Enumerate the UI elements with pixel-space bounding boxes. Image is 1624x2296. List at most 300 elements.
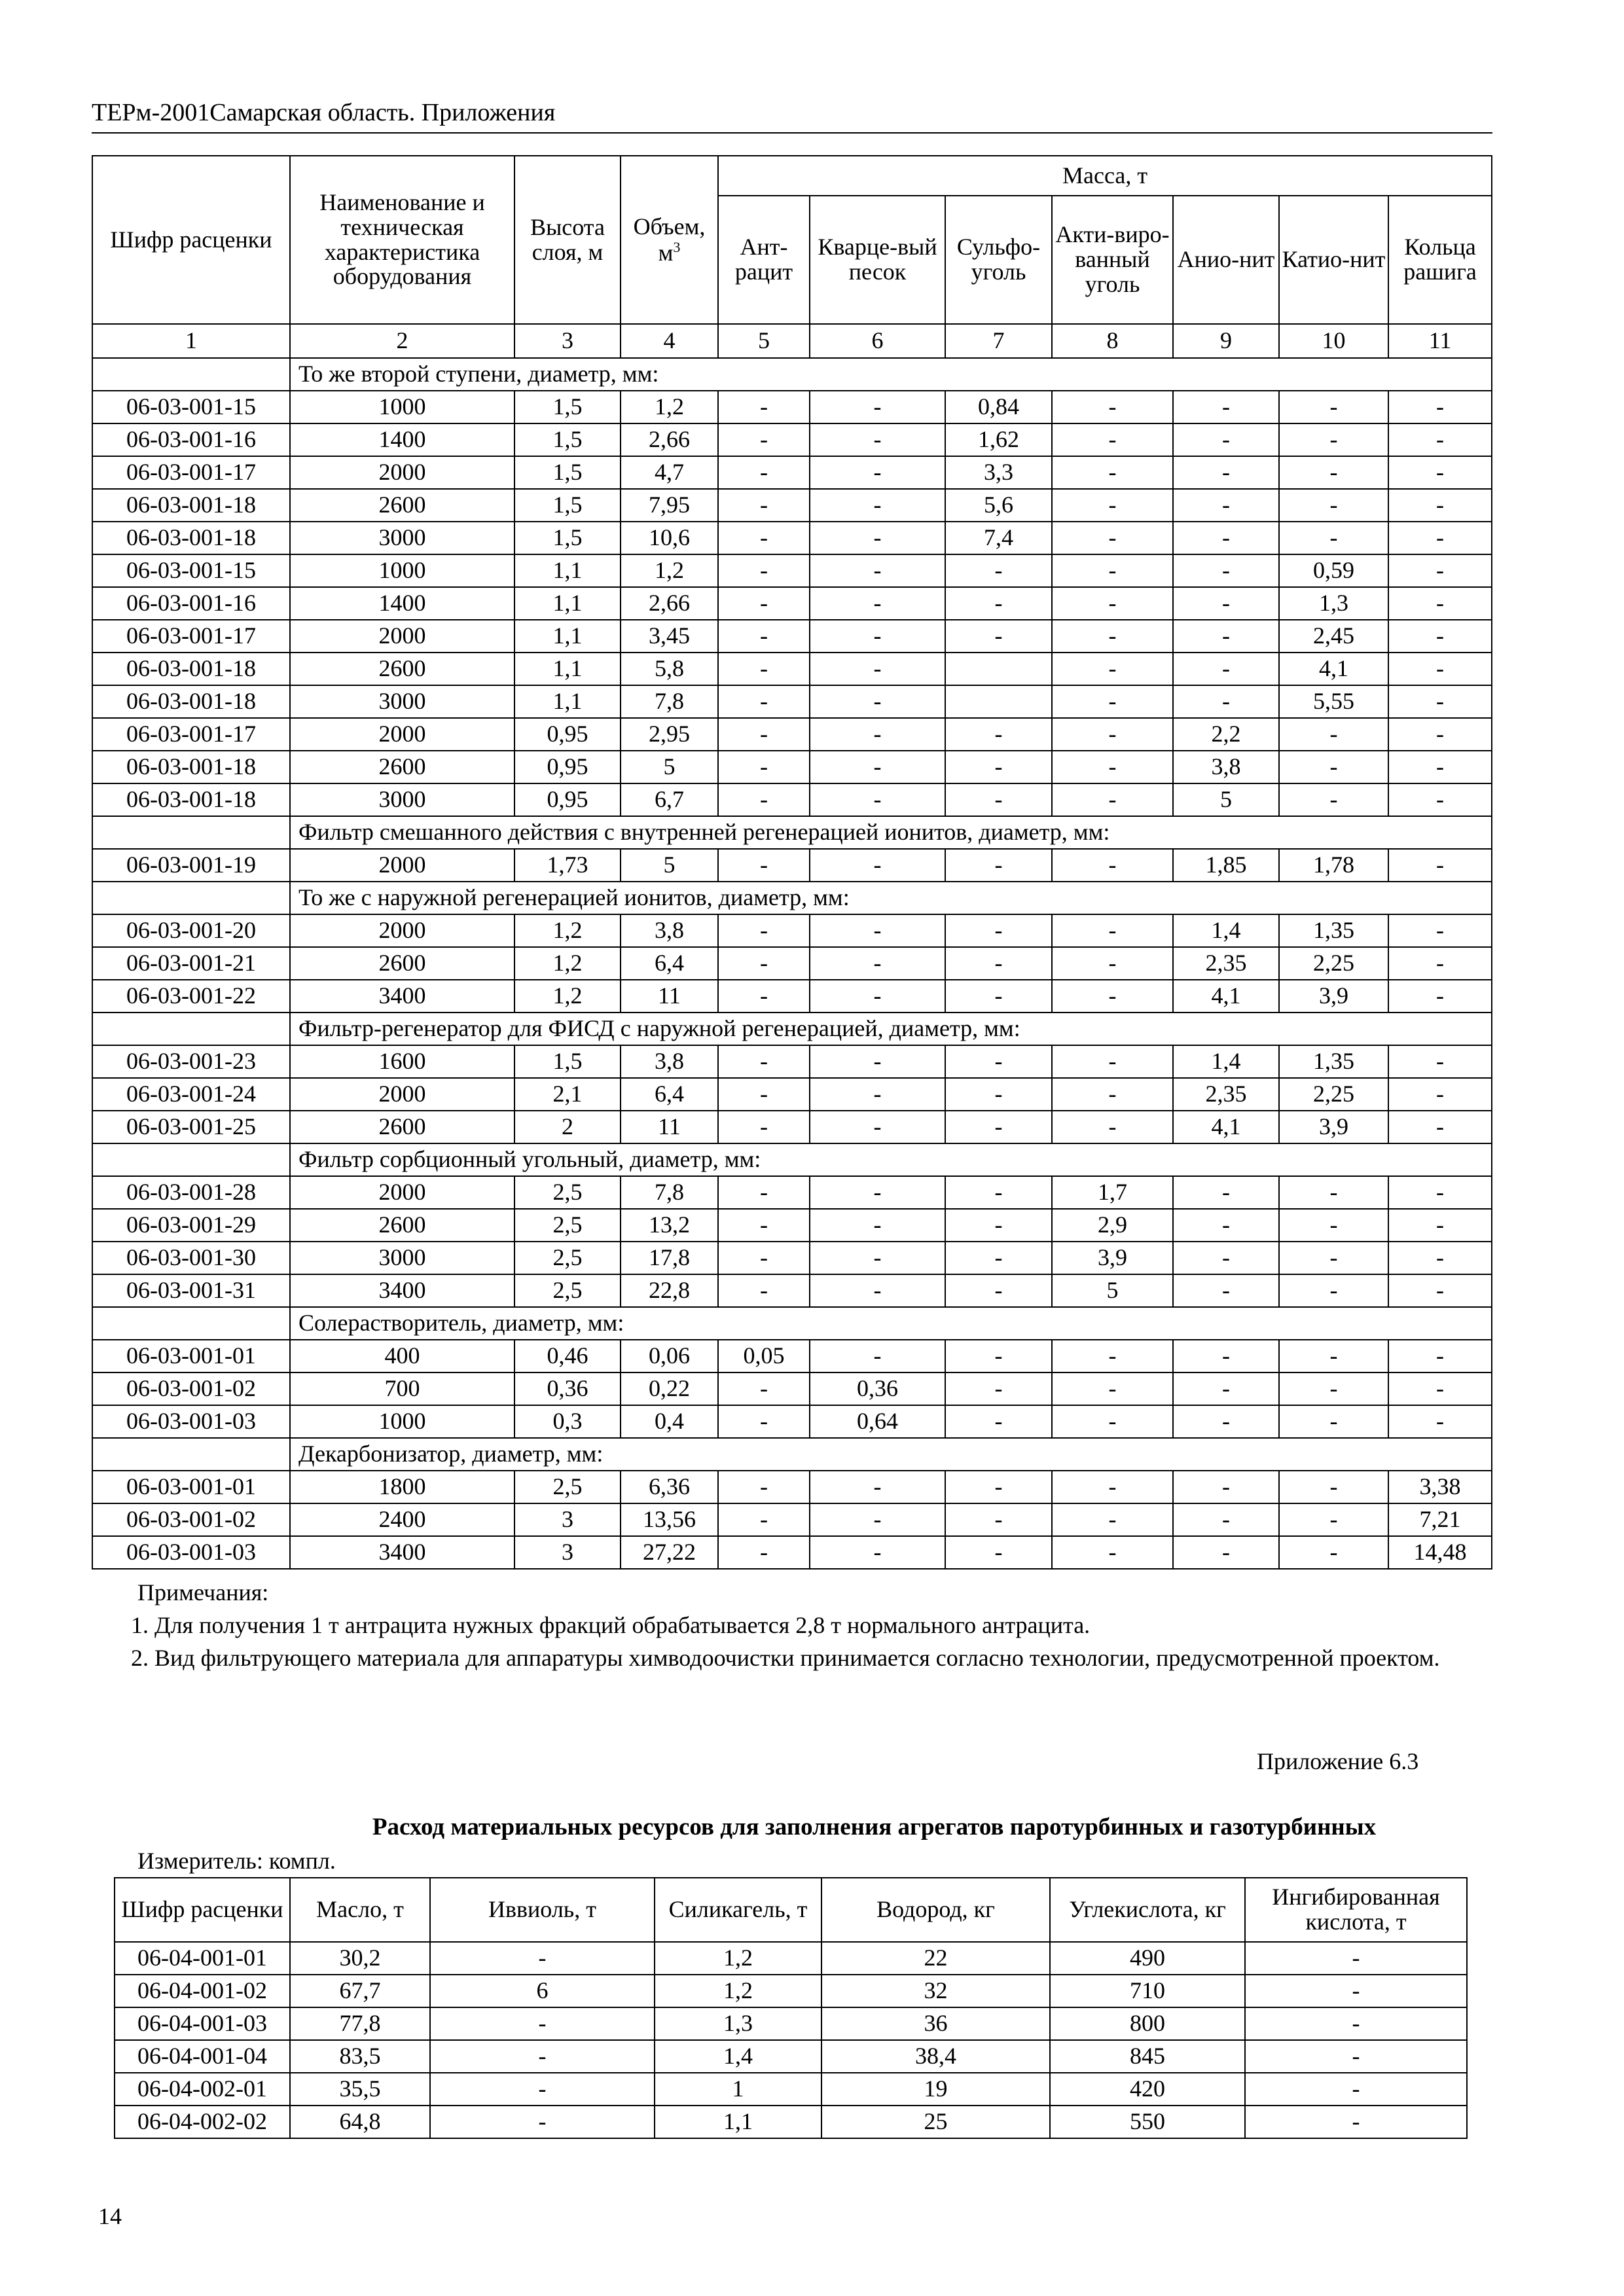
table-cell: -: [1173, 1340, 1279, 1372]
table-cell: -: [945, 980, 1052, 1013]
table-cell: -: [1173, 391, 1279, 423]
table-cell: 1,2: [655, 1942, 821, 1975]
section-row: [92, 1438, 1492, 1471]
table-row: [92, 751, 1492, 783]
table-cell: 7,4: [945, 522, 1052, 554]
table-cell: -: [945, 620, 1052, 653]
column-number: 2: [290, 324, 514, 358]
table-cell: -: [1173, 522, 1279, 554]
filter-materials-table: [92, 155, 1492, 1570]
table-cell: 1,4: [1173, 914, 1279, 947]
note-2: 2. Вид фильтрующего материала для аппаратуры химводоочистки принимается согласно технологии, предусмотренной проектом.: [131, 1645, 1440, 1671]
table-cell: -: [810, 849, 945, 882]
table-cell: -: [1279, 1340, 1388, 1372]
table-cell: -: [1279, 522, 1388, 554]
table-cell: 0,84: [945, 391, 1052, 423]
table-cell: -: [1173, 1405, 1279, 1438]
section-title: Фильтр-регенератор для ФИСД с наружной регенерацией, диаметр, мм:: [290, 1013, 1492, 1045]
table-cell: 2,95: [621, 718, 718, 751]
table-cell: 06-03-001-18: [92, 783, 290, 816]
table-cell: -: [1245, 2073, 1467, 2106]
table-cell: 83,5: [290, 2040, 430, 2073]
table-cell: -: [1388, 1209, 1492, 1242]
table-cell: -: [430, 1942, 655, 1975]
table-cell: 5: [621, 751, 718, 783]
table-cell: -: [1388, 1045, 1492, 1078]
table-cell: 67,7: [290, 1975, 430, 2007]
table-cell: -: [718, 783, 810, 816]
table-cell: -: [718, 587, 810, 620]
table-cell: 1,5: [514, 522, 621, 554]
table-cell: -: [1052, 849, 1173, 882]
table-cell: 06-03-001-30: [92, 1242, 290, 1274]
table-row: [92, 685, 1492, 718]
column-number: 8: [1052, 324, 1173, 358]
table-cell: -: [945, 947, 1052, 980]
table-cell: -: [1052, 456, 1173, 489]
table-cell: -: [718, 1405, 810, 1438]
table-cell: 06-03-001-18: [92, 685, 290, 718]
section-row: [92, 882, 1492, 914]
table-cell: -: [945, 1111, 1052, 1143]
table-cell: 13,2: [621, 1209, 718, 1242]
table-cell: -: [718, 1471, 810, 1503]
section-title: Декарбонизатор, диаметр, мм:: [290, 1438, 1492, 1471]
section-row: [92, 1013, 1492, 1045]
table-cell: 06-03-001-23: [92, 1045, 290, 1078]
table-cell: 2,25: [1279, 1078, 1388, 1111]
table-cell: -: [1388, 423, 1492, 456]
header-mass-col: Катио-нит: [1279, 196, 1388, 324]
header-rule: [92, 132, 1492, 134]
column-number: 3: [514, 324, 621, 358]
header-mass: Масса, т: [718, 156, 1492, 196]
table-cell: 1,7: [1052, 1176, 1173, 1209]
table-cell: -: [1052, 685, 1173, 718]
header-height: Высота слоя, м: [514, 156, 621, 324]
table-cell: 06-03-001-16: [92, 587, 290, 620]
table-cell: -: [718, 947, 810, 980]
table-cell: 06-04-002-02: [115, 2106, 290, 2138]
table-cell: -: [810, 1242, 945, 1274]
column-number: 10: [1279, 324, 1388, 358]
table-cell: 1,62: [945, 423, 1052, 456]
table-cell: 7,95: [621, 489, 718, 522]
table-cell: 06-03-001-18: [92, 522, 290, 554]
table-cell: -: [718, 685, 810, 718]
column-number: 5: [718, 324, 810, 358]
table-cell: -: [430, 2007, 655, 2040]
table-cell: 2,35: [1173, 1078, 1279, 1111]
table-cell: -: [1388, 1372, 1492, 1405]
table-row: [92, 489, 1492, 522]
table-cell: -: [1052, 751, 1173, 783]
table-cell: 2000: [290, 1176, 514, 1209]
table-cell: 0,46: [514, 1340, 621, 1372]
table-cell: -: [1388, 1340, 1492, 1372]
section-row: [92, 358, 1492, 391]
table-cell: 06-03-001-21: [92, 947, 290, 980]
table-cell: 06-03-001-18: [92, 489, 290, 522]
table-cell: 11: [621, 980, 718, 1013]
table-cell: 06-03-001-16: [92, 423, 290, 456]
table-cell: [945, 653, 1052, 685]
table-cell: 710: [1050, 1975, 1245, 2007]
table-cell: 1,73: [514, 849, 621, 882]
table-cell: 3: [514, 1503, 621, 1536]
table-cell: -: [810, 1471, 945, 1503]
table-cell: 3,45: [621, 620, 718, 653]
notes-title: Примечания:: [137, 1579, 269, 1605]
table-cell: -: [945, 783, 1052, 816]
table-cell: -: [1279, 1372, 1388, 1405]
table-cell: -: [810, 1111, 945, 1143]
column-number: 1: [92, 324, 290, 358]
header-mass-col: Сульфо-уголь: [945, 196, 1052, 324]
table-cell: 06-03-001-31: [92, 1274, 290, 1307]
table-cell: -: [1052, 783, 1173, 816]
table-row: [92, 1405, 1492, 1438]
table-cell: -: [718, 1209, 810, 1242]
table-cell: 0,36: [514, 1372, 621, 1405]
table-cell: 2,5: [514, 1471, 621, 1503]
table-cell: 2600: [290, 489, 514, 522]
table-cell: 3000: [290, 783, 514, 816]
table-cell: -: [1279, 423, 1388, 456]
table-cell: -: [718, 1045, 810, 1078]
table-cell: -: [718, 1274, 810, 1307]
table-cell: [945, 685, 1052, 718]
table-cell: 06-03-001-25: [92, 1111, 290, 1143]
table-cell: -: [1388, 653, 1492, 685]
table-cell: 06-04-001-03: [115, 2007, 290, 2040]
table-cell: -: [718, 522, 810, 554]
table-cell: 1,3: [1279, 587, 1388, 620]
table-cell: 1,5: [514, 391, 621, 423]
table-cell: 06-03-001-15: [92, 554, 290, 587]
table-cell: -: [1388, 1242, 1492, 1274]
table-cell: -: [1173, 554, 1279, 587]
table-cell: 22: [821, 1942, 1050, 1975]
table-cell: 2: [514, 1111, 621, 1143]
table-cell: 2,25: [1279, 947, 1388, 980]
table-cell: -: [810, 554, 945, 587]
table-row: [92, 1176, 1492, 1209]
table-cell: -: [718, 1372, 810, 1405]
table2-measure: Измеритель: компл.: [137, 1848, 336, 1874]
table-cell: -: [1388, 980, 1492, 1013]
table-cell: -: [1279, 1242, 1388, 1274]
header-mass-col: Кварце-вый песок: [810, 196, 945, 324]
table-row: [92, 1045, 1492, 1078]
table-cell: -: [718, 456, 810, 489]
table-cell: 06-03-001-03: [92, 1536, 290, 1569]
table-cell: 06-03-001-29: [92, 1209, 290, 1242]
table-cell: 1,4: [655, 2040, 821, 2073]
table-cell: 5: [1173, 783, 1279, 816]
table-cell: 2000: [290, 849, 514, 882]
table-row: [92, 423, 1492, 456]
table-cell: -: [1388, 522, 1492, 554]
table-cell: -: [1052, 522, 1173, 554]
table-cell: -: [1052, 914, 1173, 947]
table-cell: 06-03-001-20: [92, 914, 290, 947]
section-title: Солерастворитель, диаметр, мм:: [290, 1307, 1492, 1340]
table-cell: 7,8: [621, 1176, 718, 1209]
table-row: [92, 1340, 1492, 1372]
table-cell: -: [1173, 1176, 1279, 1209]
table-cell: -: [718, 914, 810, 947]
table-cell: -: [1388, 751, 1492, 783]
table-cell: -: [1052, 1372, 1173, 1405]
table-cell: 2,66: [621, 587, 718, 620]
table-cell: 1,2: [514, 947, 621, 980]
table-cell: -: [1052, 1340, 1173, 1372]
table-cell: -: [1173, 653, 1279, 685]
table-cell: -: [718, 1111, 810, 1143]
empty-cell: [92, 1438, 290, 1471]
column-number: 6: [810, 324, 945, 358]
table-cell: -: [1052, 1111, 1173, 1143]
header-cell: Силикагель, т: [655, 1878, 821, 1942]
table-cell: -: [718, 1078, 810, 1111]
table-row: [92, 1503, 1492, 1536]
table-row: [92, 1471, 1492, 1503]
table-cell: -: [1388, 849, 1492, 882]
table-cell: 22,8: [621, 1274, 718, 1307]
table-cell: 06-03-001-15: [92, 391, 290, 423]
table-cell: -: [1388, 947, 1492, 980]
table-cell: 06-03-001-17: [92, 620, 290, 653]
table-cell: 14,48: [1388, 1536, 1492, 1569]
table-cell: -: [1388, 620, 1492, 653]
table-cell: -: [1279, 1405, 1388, 1438]
table-cell: 5,8: [621, 653, 718, 685]
table-cell: 2,66: [621, 423, 718, 456]
table-cell: 06-03-001-17: [92, 456, 290, 489]
table-cell: -: [1388, 554, 1492, 587]
table-row: [115, 2040, 1467, 2073]
table-cell: -: [1173, 1536, 1279, 1569]
table-cell: 2000: [290, 718, 514, 751]
table-cell: -: [718, 718, 810, 751]
table-cell: -: [810, 1536, 945, 1569]
header-cell: Масло, т: [290, 1878, 430, 1942]
table-row: [92, 947, 1492, 980]
column-number: 7: [945, 324, 1052, 358]
table-cell: 1000: [290, 391, 514, 423]
section-title: То же с наружной регенерацией ионитов, диаметр, мм:: [290, 882, 1492, 914]
table-cell: -: [1279, 1503, 1388, 1536]
section-row: [92, 816, 1492, 849]
table-cell: -: [1388, 1111, 1492, 1143]
empty-cell: [92, 1143, 290, 1176]
table-cell: 1,85: [1173, 849, 1279, 882]
turbine-materials-table: [114, 1877, 1468, 2139]
table-cell: 845: [1050, 2040, 1245, 2073]
table-cell: -: [945, 751, 1052, 783]
empty-cell: [92, 816, 290, 849]
table-cell: -: [1173, 1503, 1279, 1536]
table-cell: 5,55: [1279, 685, 1388, 718]
table-cell: 2600: [290, 1209, 514, 1242]
table-cell: 3: [514, 1536, 621, 1569]
table-cell: -: [945, 1340, 1052, 1372]
table-cell: 1,5: [514, 423, 621, 456]
table-cell: -: [1052, 1405, 1173, 1438]
table-cell: -: [718, 391, 810, 423]
table-cell: 06-03-001-24: [92, 1078, 290, 1111]
table-cell: 2600: [290, 653, 514, 685]
table-cell: 3,38: [1388, 1471, 1492, 1503]
table-cell: -: [1388, 456, 1492, 489]
table-cell: 4,1: [1173, 1111, 1279, 1143]
table-cell: 7,21: [1388, 1503, 1492, 1536]
table-cell: 700: [290, 1372, 514, 1405]
table-cell: -: [1388, 1078, 1492, 1111]
table-cell: 1,3: [655, 2007, 821, 2040]
table-cell: -: [810, 522, 945, 554]
table-cell: 06-03-001-01: [92, 1471, 290, 1503]
table-row: [92, 456, 1492, 489]
table-cell: -: [718, 554, 810, 587]
table-cell: 1,35: [1279, 1045, 1388, 1078]
table-cell: 11: [621, 1111, 718, 1143]
table-cell: -: [810, 947, 945, 980]
volume-label: Объем, м: [633, 213, 706, 266]
table-cell: 1,1: [514, 587, 621, 620]
table-cell: -: [1052, 620, 1173, 653]
table-cell: 17,8: [621, 1242, 718, 1274]
table-cell: -: [810, 423, 945, 456]
table-cell: -: [718, 489, 810, 522]
table-cell: -: [1279, 751, 1388, 783]
table-row: [115, 2007, 1467, 2040]
table-cell: -: [1388, 1274, 1492, 1307]
section-title: Фильтр смешанного действия с внутренней регенерацией ионитов, диаметр, мм:: [290, 816, 1492, 849]
table-row: [92, 1536, 1492, 1569]
table-cell: -: [1245, 1942, 1467, 1975]
header-code: Шифр расценки: [92, 156, 290, 324]
table-cell: 35,5: [290, 2073, 430, 2106]
table-cell: 2,2: [1173, 718, 1279, 751]
table-cell: 1600: [290, 1045, 514, 1078]
table-cell: 3,9: [1052, 1242, 1173, 1274]
table-cell: 0,06: [621, 1340, 718, 1372]
table-cell: -: [1173, 489, 1279, 522]
table-cell: 06-03-001-22: [92, 980, 290, 1013]
table-row: [92, 554, 1492, 587]
table-cell: 1,1: [514, 685, 621, 718]
table-row: [115, 2073, 1467, 2106]
table-cell: 3400: [290, 1274, 514, 1307]
header-mass-col: Акти-виро-ванный уголь: [1052, 196, 1173, 324]
table-cell: -: [1052, 391, 1173, 423]
table-cell: -: [1245, 2106, 1467, 2138]
table-cell: 6,7: [621, 783, 718, 816]
table-cell: -: [945, 1471, 1052, 1503]
table-cell: 38,4: [821, 2040, 1050, 2073]
table-cell: 19: [821, 2073, 1050, 2106]
table-cell: -: [945, 718, 1052, 751]
table-cell: -: [945, 1372, 1052, 1405]
table-cell: 1,78: [1279, 849, 1388, 882]
table-cell: -: [718, 1503, 810, 1536]
table-cell: -: [810, 620, 945, 653]
table-cell: 6,36: [621, 1471, 718, 1503]
table-row: [92, 522, 1492, 554]
table-cell: 1800: [290, 1471, 514, 1503]
section-row: [92, 1307, 1492, 1340]
table-cell: -: [718, 1176, 810, 1209]
table-cell: 36: [821, 2007, 1050, 2040]
table-cell: -: [1388, 783, 1492, 816]
table-cell: 25: [821, 2106, 1050, 2138]
header-mass-col: Кольца рашига: [1388, 196, 1492, 324]
table-cell: 2,1: [514, 1078, 621, 1111]
table-cell: 30,2: [290, 1942, 430, 1975]
table-cell: 2600: [290, 947, 514, 980]
table-cell: 5: [621, 849, 718, 882]
table-cell: -: [1052, 653, 1173, 685]
table-cell: 1400: [290, 423, 514, 456]
table-cell: 2,35: [1173, 947, 1279, 980]
table-cell: 1,1: [514, 620, 621, 653]
table-cell: 6: [430, 1975, 655, 2007]
table-cell: 1,2: [655, 1975, 821, 2007]
header-volume: [621, 156, 718, 324]
table-cell: 3000: [290, 1242, 514, 1274]
table-cell: 2400: [290, 1503, 514, 1536]
table-cell: -: [1279, 489, 1388, 522]
table-cell: -: [1052, 423, 1173, 456]
table-cell: -: [1173, 620, 1279, 653]
empty-cell: [92, 1013, 290, 1045]
table-cell: -: [1279, 1209, 1388, 1242]
header-mass-col: Ант-рацит: [718, 196, 810, 324]
table-cell: 800: [1050, 2007, 1245, 2040]
table-cell: 0,3: [514, 1405, 621, 1438]
table-cell: -: [945, 1078, 1052, 1111]
appendix-label: Приложение 6.3: [1257, 1748, 1419, 1774]
table-cell: -: [718, 653, 810, 685]
table-cell: 1,1: [655, 2106, 821, 2138]
table-cell: 0,95: [514, 718, 621, 751]
table-cell: -: [1052, 980, 1173, 1013]
table-cell: 2,45: [1279, 620, 1388, 653]
table-cell: 2,5: [514, 1209, 621, 1242]
table-cell: -: [810, 1176, 945, 1209]
table-cell: -: [1388, 1176, 1492, 1209]
table-cell: 3,3: [945, 456, 1052, 489]
table-cell: 3000: [290, 685, 514, 718]
volume-sup: 3: [673, 238, 681, 255]
table-cell: -: [810, 489, 945, 522]
table2-title: Расход материальных ресурсов для заполнения агрегатов паротурбинных и газотурбинных: [372, 1814, 1377, 1840]
table-cell: 4,7: [621, 456, 718, 489]
table-cell: 6,4: [621, 1078, 718, 1111]
table-cell: -: [945, 914, 1052, 947]
table-cell: -: [1173, 423, 1279, 456]
table-cell: -: [430, 2106, 655, 2138]
table-row: [92, 1209, 1492, 1242]
table-cell: 1,35: [1279, 914, 1388, 947]
table-cell: -: [718, 980, 810, 1013]
table-cell: -: [810, 456, 945, 489]
table-cell: 490: [1050, 1942, 1245, 1975]
section-row: [92, 1143, 1492, 1176]
table-cell: -: [1388, 489, 1492, 522]
